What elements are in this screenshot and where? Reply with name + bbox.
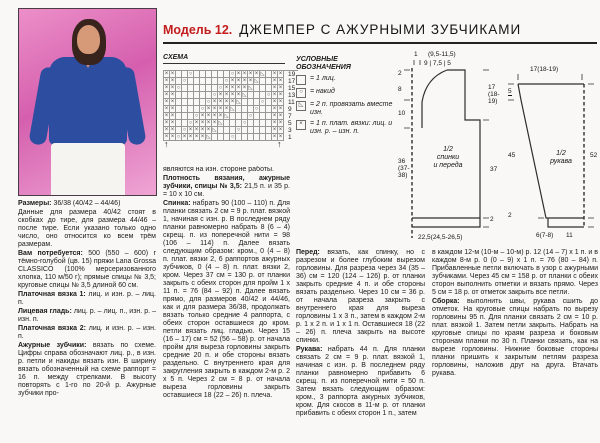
column-front-sleeves <box>296 249 425 440</box>
chart-row <box>164 99 298 106</box>
body-meas-right-2: 2 <box>490 216 494 223</box>
chart-cell: × <box>242 85 247 91</box>
chart-row <box>164 85 298 92</box>
chart-cell: ◺ <box>236 99 241 105</box>
chart-cell: × <box>164 99 169 105</box>
chart-cell: × <box>242 71 247 77</box>
chart-cell: × <box>200 113 205 119</box>
rapport-arrow-left: ↑ <box>164 139 169 149</box>
chart-cell: × <box>164 106 169 112</box>
chart-cell: × <box>272 99 277 105</box>
chart-cell: × <box>236 71 241 77</box>
chart-cell: × <box>224 85 229 91</box>
sleeve-meas-bottom-left: 6(7-8) <box>536 232 554 239</box>
chart-cell: × <box>278 106 283 112</box>
chart-cell: × <box>164 85 169 91</box>
chart-cell: × <box>278 120 283 126</box>
chart-cell: × <box>164 71 169 77</box>
chart-cell: × <box>272 120 277 126</box>
chart-cell: × <box>206 106 211 112</box>
chart-cell: × <box>170 92 175 98</box>
chart-cell: × <box>278 92 283 98</box>
chart-row <box>164 127 298 134</box>
chart-cell: × <box>272 85 277 91</box>
chart-cell: ◺ <box>248 85 253 91</box>
chart-cell: ○ <box>218 85 223 91</box>
paragraph-assembly: Сборка: выполнить швы, рукава сшить до отметок. На круговые спицы набрать по вырезу горловины 95 п. Для планки связать 2 см = 10 р. плат. вязкой 1. Затем петли закрыть. Набрать на круговые спицы по краям разреза и боковым сторонам планки по 30 п. Планки связать, как на вырезе горловины. Нижние боковые стороны планки пришить к закрытым петлям разреза горловины, наложив друг на друга. Втачать рукава. <box>432 298 598 377</box>
body-meas-left-8: 8 <box>398 86 402 93</box>
body-diagram-title: 1/2 спинки и переда <box>433 146 463 169</box>
model-photo <box>18 8 157 196</box>
paragraph-size-note: Данные для размера 40/42 стоят в скобках до тире, для размера 44/46 – после тире. Если указано только одно число, оно относится ко всем трём размерам. <box>18 209 156 248</box>
chart-cell: × <box>248 71 253 77</box>
sleeve-meas-bottom-right: 11 <box>566 232 573 239</box>
chart-cell: × <box>200 127 205 133</box>
legend-heading-line2: ОБОЗНАЧЕНИЯ <box>296 64 351 71</box>
sleeve-meas-length: 45 <box>508 152 516 159</box>
chart-cell: × <box>206 127 211 133</box>
chart-cell: × <box>170 127 175 133</box>
chart-cell: ○ <box>266 92 271 98</box>
chart-cell: ○ <box>242 120 247 126</box>
legend-heading-line1: УСЛОВНЫЕ <box>296 56 338 63</box>
chart-cell: × <box>170 99 175 105</box>
legend-item-knit: = 1 лиц. <box>296 75 406 85</box>
body-meas-left-10: 10 <box>398 110 406 117</box>
chart-cell: × <box>248 78 253 84</box>
chart-cell: × <box>278 78 283 84</box>
model-number-label: Модель 12. <box>163 23 233 37</box>
body-meas-armhole-height: 17 (18- 19) <box>488 84 500 105</box>
chart-cell: × <box>278 113 283 119</box>
chart-cell: ○ <box>230 71 235 77</box>
model-sweater <box>49 57 127 145</box>
chart-cell: × <box>242 78 247 84</box>
chart-cell: × <box>212 120 217 126</box>
chart-cell: × <box>200 120 205 126</box>
chart-cell: × <box>254 71 259 77</box>
page-title: ДЖЕМПЕР С АЖУРНЫМИ ЗУБЧИКАМИ <box>239 22 522 37</box>
chart-cell: × <box>194 120 199 126</box>
legend-item-garter: × = 1 п. плат. вязки: лиц. и изн. р. – изн. п. <box>296 120 406 136</box>
body-meas-side-height: 36 (37- 38) <box>398 158 410 179</box>
schematic-sleeve <box>504 54 600 250</box>
chart-cell: × <box>170 71 175 77</box>
chart-cell: × <box>230 85 235 91</box>
body-meas-slit-width: 1 <box>414 51 418 58</box>
paragraph-back: Спинка: набрать 90 (100 – 110) п. Для планки связать 2 см = 9 р. плат. вязкой 1, начиная с изн. р. В последнем ряду планки равномерно набрать 8 (6 – 4) скрещ. п. из поперечной нити = 98 (106 – 114) п. Далее вязать следующим образом: кром., 0 (4 – 8) п. плат. вязки 2, 6 раппортов ажурных зубчиков, 0 (4 – 8) п. плат. вязки 2, кром. Через 37 см = 130 р. от планки закрыть с обеих сторон для пройм 1 x 11 п. = 76 (84 – 92) п. Далее вязать прямо, для размеров 40/42 и 44/46, как и для размера 36/38, продолжать вязать только средние 4 раппорта, с обеих сторон оставшиеся до кром. петли вязать лиц. гладью. Через 15 (16 – 17) см = 52 (56 – 58) р. от начала пройм для выреза горловины закрыть средние 20 п. и обе стороны вязать раздельно. С внутреннего края для закругления закрыть в каждом 2-м р. 2 x 5 п. Через 2 см = 8 р. от начала выреза горловины закрыть оставшиеся 18 (22 – 26) п. плеча. <box>163 200 290 399</box>
chart-cell: ◺ <box>230 106 235 112</box>
chart-cell: × <box>218 92 223 98</box>
chart-cell: × <box>272 127 277 133</box>
chart-cell: × <box>212 99 217 105</box>
paragraph-garter2: Платочная вязка 2: лиц. и изн. р. – изн. п. <box>18 325 156 340</box>
chart-cell: ◺ <box>212 127 217 133</box>
model-face <box>77 25 100 54</box>
paragraph-sleeves-cont: в каждом 12-м (10-м – 10-м) р. 12 (14 – 7) x 1 п. и в каждом 8-м р. 0 (0 – 9) x 1 п. = 76 (80 – 84) п. Прибавленные петли включать в узор с ажурными зубчиками. Через 45 см = 158 р. от планки с обеих сторон выполнить отметки и вязать прямо. Через 5 см = 18 р. от отметок закрыть все петли. <box>432 249 598 296</box>
chart-cell: × <box>164 113 169 119</box>
chart-cell: × <box>224 99 229 105</box>
paragraph-sizes: Размеры: 36/38 (40/42 – 44/46) <box>18 200 121 207</box>
rapport-arrow-right: ↑ <box>277 139 282 149</box>
page-header <box>163 22 597 44</box>
sleeve-meas-cuff-height: 2 <box>508 212 512 219</box>
knit-stitch-icon <box>296 75 306 85</box>
chart-row-number: 15 <box>288 85 296 92</box>
chart-cell: × <box>194 134 199 140</box>
column-back-instructions <box>163 166 290 440</box>
chart-cell: × <box>170 134 175 140</box>
chart-cell: × <box>164 127 169 133</box>
chart-row-number: 9 <box>288 106 292 113</box>
chart-cell: × <box>194 127 199 133</box>
chart-cell: × <box>218 113 223 119</box>
chart-cell: ○ <box>188 71 193 77</box>
chart-cell: × <box>170 113 175 119</box>
sleeve-meas-cap: 5 <box>508 88 512 95</box>
chart-cell: × <box>278 127 283 133</box>
chart-cell: × <box>164 78 169 84</box>
paragraph-gauge: Плотность вязания, ажурные зубчики, спицы № 3,5: 21,5 п. и 35 р. = 10 x 10 см. <box>163 175 290 198</box>
chart-cell: × <box>188 127 193 133</box>
chart-cell: ○ <box>248 113 253 119</box>
chart-row <box>164 71 298 78</box>
chart-cell: × <box>170 78 175 84</box>
chart-cell: × <box>230 92 235 98</box>
body-meas-neck-bracket: (9,5-11,5) <box>428 51 456 58</box>
chart-row <box>164 120 298 127</box>
legend-item-yarnover: ○ = накид <box>296 88 406 98</box>
purl2tog-icon: ◺ <box>296 101 306 111</box>
sleeve-meas-top-width: 17(18-19) <box>530 66 559 73</box>
body-meas-top-widths: 9 | 7,5 | 5 <box>424 60 451 67</box>
chart-cell: × <box>230 78 235 84</box>
chart-cell: × <box>278 99 283 105</box>
paragraph-lace-pattern: Ажурные зубчики: вязать по схеме. Цифры справа обозначают лиц. р., в изн. р. петли и накиды вязать изн. В ширину вязать обозначенный на схеме раппорт = 16 п. между стрелками. В высоту повторять с 1-го по 20-й р. Ажурные зубчики про- <box>18 342 156 397</box>
body-meas-right-37: 37 <box>490 166 498 173</box>
paragraph-sleeves: Рукава: набрать 44 п. Для планки связать 2 см = 9 р. плат. вязкой 1, начиная с изн. р. В последнем ряду планки равномерно прибавить 6 скрещ. п. из поперечной нити = 50 п. Затем вязать следующим образом: кром., 3 раппорта ажурных зубчиков, кром. Для скосов в 11-м р. от планки прибавить с обеих сторон 1 п., затем <box>296 346 425 417</box>
body-meas-left-2: 2 <box>398 70 402 77</box>
chart-cell: × <box>272 78 277 84</box>
chart-cell: ○ <box>206 99 211 105</box>
chart-cell: ○ <box>182 78 187 84</box>
chart-cell: ◺ <box>254 78 259 84</box>
chart-cell: × <box>278 134 283 140</box>
chart-cell: ◺ <box>224 113 229 119</box>
paragraph-materials: Вам потребуется: 500 (550 – 600) г тёмно-голубой (цв. 15) пряжи Lana Grossa CLASSICO (100% мерсеризованного хлопка, 110 м/50 г); прямые спицы № 3,5; круговые спицы № 3,5 длиной 60 см. <box>18 250 156 289</box>
chart-heading: СХЕМА <box>163 54 285 64</box>
chart-cell: ○ <box>176 134 181 140</box>
chart-row-number: 19 <box>288 71 296 78</box>
chart-row <box>164 92 298 99</box>
chart-cell: × <box>218 106 223 112</box>
chart-cell: × <box>170 106 175 112</box>
chart-cell: × <box>236 92 241 98</box>
chart-cell: × <box>206 113 211 119</box>
chart-cell: ○ <box>188 120 193 126</box>
chart-cell: × <box>224 92 229 98</box>
chart-cell: × <box>170 120 175 126</box>
chart-cell: × <box>272 113 277 119</box>
chart-cell: × <box>230 99 235 105</box>
chart-cell: ○ <box>230 134 235 140</box>
chart-cell: × <box>200 134 205 140</box>
chart-cell: × <box>272 71 277 77</box>
schematic-body <box>398 51 504 250</box>
chart-cell: ◺ <box>218 120 223 126</box>
chart-cell: × <box>224 106 229 112</box>
legend <box>296 56 406 136</box>
chart-cell: ○ <box>224 78 229 84</box>
chart-cell: × <box>170 85 175 91</box>
garter-stitch-icon: × <box>296 120 306 130</box>
chart-cell: ○ <box>212 92 217 98</box>
legend-item-purl2tog: ◺ = 2 п. провязать вместе изн. <box>296 101 406 117</box>
chart-cell: × <box>272 134 277 140</box>
chart-cell: × <box>188 134 193 140</box>
column-materials <box>18 200 156 440</box>
sleeve-meas-fold-length: 52 <box>590 152 598 159</box>
chart-cell: × <box>182 134 187 140</box>
chart-cell: ○ <box>182 127 187 133</box>
chart-cell: × <box>272 106 277 112</box>
chart-cell: × <box>278 71 283 77</box>
chart-row-number: 5 <box>288 120 292 127</box>
chart-cell: × <box>218 99 223 105</box>
chart-cell: ○ <box>260 99 265 105</box>
chart-cell: × <box>212 106 217 112</box>
chart-cell: ◺ <box>206 134 211 140</box>
chart-row-number: 17 <box>288 78 296 85</box>
chart-cell: × <box>278 85 283 91</box>
body-meas-bottom-width: 22,5(24,5-26,5) <box>418 234 463 241</box>
column-finishing <box>432 249 598 440</box>
chart-cell: × <box>272 92 277 98</box>
chart-cell: × <box>212 113 217 119</box>
paragraph-front: Перед: вязать, как спинку, но с разрезом и более глубоким вырезом горловины. Для разреза через 34 (35 – 36) см = 120 (124 – 126) р. от планки закрыть средние 4 п. и обе стороны вязать раздельно. Через 10 см = 36 р. от начала разреза закрыть с внутреннего края для выреза горловины 1 x 3 п., затем в каждом 2-м р. 1 x 2 п. и 1 x 1 п. Оставшиеся 18 (22 – 26) п. плеча закрыть на высоте спинки. <box>296 249 425 344</box>
chart-row <box>164 78 298 85</box>
chart-cell: × <box>236 78 241 84</box>
chart-row-number: 3 <box>288 127 292 134</box>
paragraph-garter1: Платочная вязка 1: лиц. и изн. р. – лиц. п. <box>18 291 156 306</box>
chart-row-number: 1 <box>288 134 292 141</box>
chart-cell: × <box>236 85 241 91</box>
paragraph-chart-note: являются на изн. стороне работы. <box>163 166 274 173</box>
chart-cell: ○ <box>236 127 241 133</box>
chart-cell: × <box>164 134 169 140</box>
chart-cell: × <box>164 92 169 98</box>
chart-row-number: 13 <box>288 92 296 99</box>
chart-cell: ○ <box>200 106 205 112</box>
chart-cell: × <box>206 120 211 126</box>
chart-grid <box>163 70 298 141</box>
paragraph-stockinette: Лицевая гладь: лиц. р. – лиц. п., изн. р. – изн. п. <box>18 308 156 323</box>
chart-row-number: 11 <box>288 99 295 106</box>
chart-row <box>164 106 298 113</box>
chart-cell: × <box>164 120 169 126</box>
chart-row <box>164 113 298 120</box>
yarnover-icon: ○ <box>296 88 306 98</box>
chart-cell: ○ <box>254 106 259 112</box>
model-pants <box>51 143 125 195</box>
chart-cell: ○ <box>194 113 199 119</box>
chart-cell: ◺ <box>260 71 265 77</box>
chart-cell: ◺ <box>242 92 247 98</box>
chart-cell: ○ <box>176 85 181 91</box>
chart-row-number: 7 <box>288 113 292 120</box>
sleeve-diagram-title: 1/2 рукава <box>550 150 572 165</box>
